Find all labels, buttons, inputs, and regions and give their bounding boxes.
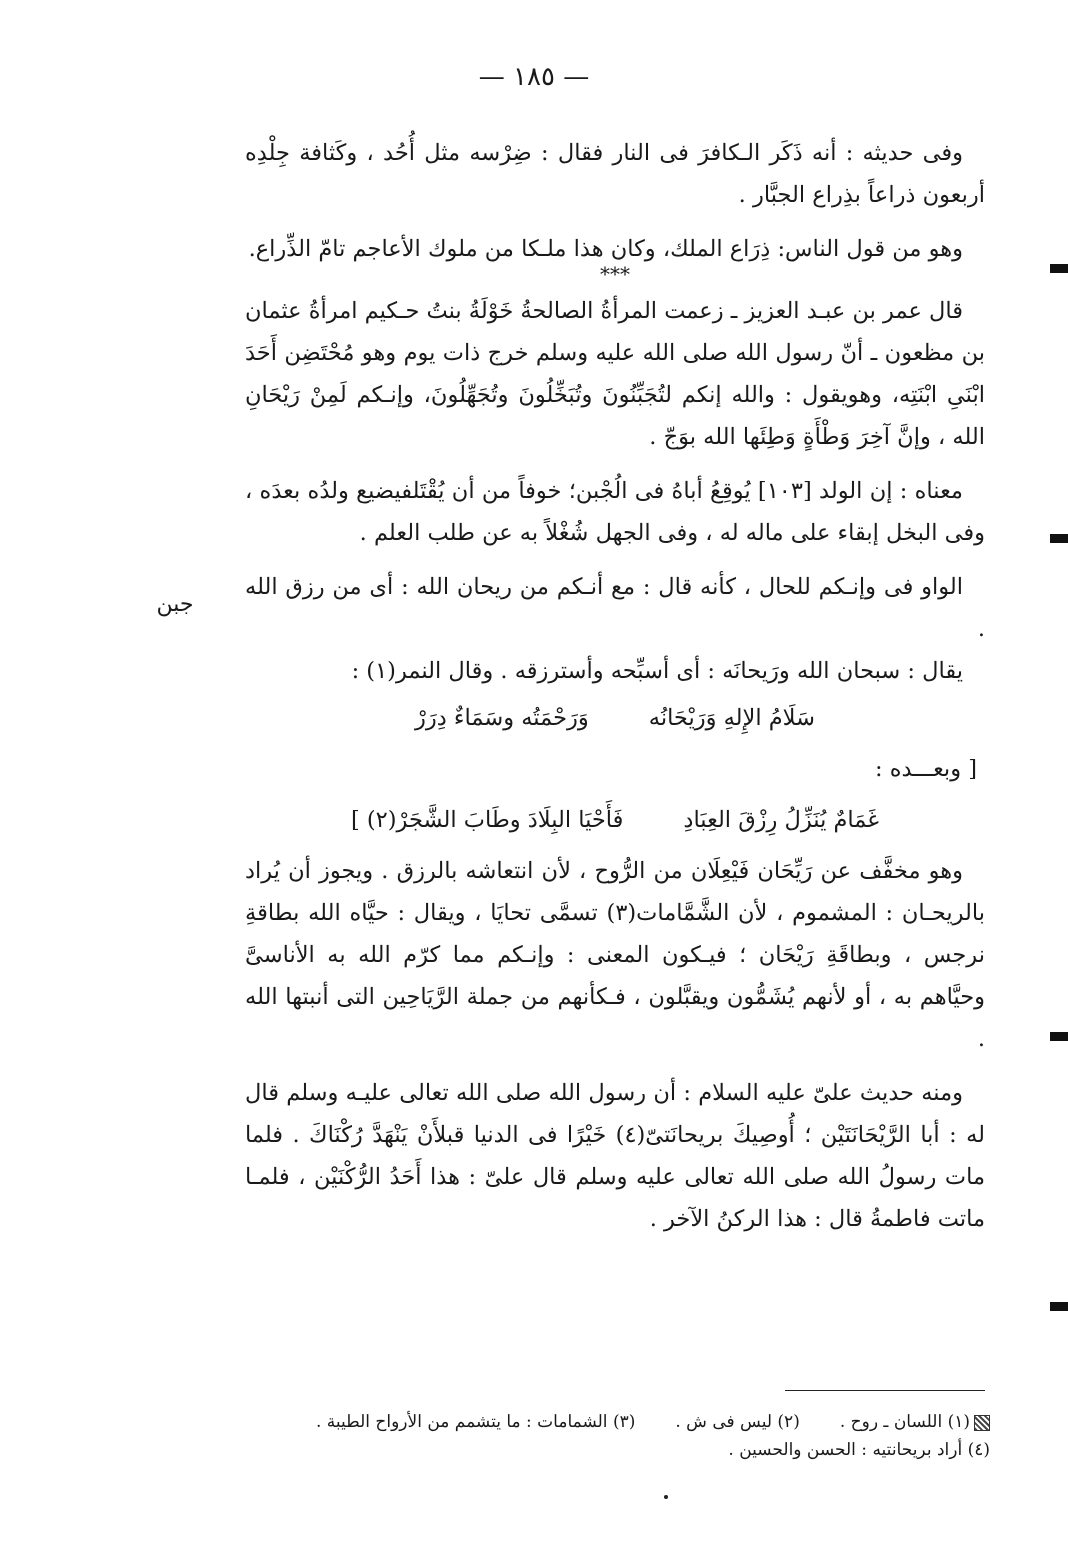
- footnote-1-text: (١) اللسان ـ روح .: [839, 1412, 970, 1432]
- footnote-3: (٣) الشمامات : ما يتشمم من الأرواح الطيبة .: [315, 1412, 636, 1432]
- verse-1-first-hemistich: سَلَامُ الإِلهِ وَرَيْحَانُه: [648, 705, 815, 731]
- verse-line-2: [245, 798, 985, 842]
- verse-2-first-hemistich: غَمَامٌ يُنَزِّلُ رِزْقَ العِبَادِ: [683, 807, 880, 833]
- paragraph-yuqal: يقال : سبحان الله ورَيحانَه : أى أسبِّحه وأسترزقه . وقال النمر(١) :: [351, 658, 963, 684]
- paragraph-umar: قال عمر بن عبـد العزيز ـ زعمت المرأةُ الصالحةُ خَوْلَةُ بنتُ حـكيم امرأةُ عثمان بن مظعون ـ أنّ رسول الله صلى الله عليه وسلم خرج ذات يوم وهو مُحْتَضِن أَحَدَ ابْنَىِ ابْنَتِه، وهويقول : والله إنكم لتُجَبِّنُونَ وتُبَخِّلُونَ وتُجَهِّلُونَ، وإنـكم لَمِنْ رَيْحَانِ الله ، وإنَّ آخِرَ وَطْأَةٍ وَطِئَها الله بوَجّ .: [245, 298, 985, 450]
- page-number: — ١٨٥ —: [478, 62, 590, 92]
- verse-1-second-hemistich: وَرَحْمَتُه وسَمَاءٌ دِرَرْ: [415, 705, 589, 731]
- verse-line-1: [245, 696, 985, 740]
- verse-2-second-hemistich: فَأَحْيَا البِلَادَ وطَابَ الشَّجَرْ(٢) ]: [350, 807, 624, 833]
- footnote-rule: [785, 1390, 985, 1391]
- bottom-dot: [664, 1495, 668, 1499]
- footnotes: [245, 1408, 990, 1464]
- footnote-marker-icon: [974, 1415, 990, 1431]
- paragraph-waw: الواو فى وإنـكم للحال ، كأنه قال : مع أنـكم من ريحان الله : أى من رزق الله .: [245, 574, 985, 642]
- paragraph-rayhan: وهو مخفَّف عن رَيِّحَان فَيْعِلَان من الرُّوح ، لأن انتعاشه بالرزق . ويجوز أن يُراد بالريحـان : المشموم ، لأن الشَّمَّامات(٣) تسمَّى تحايَا ، ويقال : حيَّاه الله بطاقةِ نرجس ، وبطاقَةِ رَيْحَان ؛ فيـكون المعنى : وإنـكم مما كرّم الله به الأناسىَّ وحيَّاهم به ، أو لأنهم يُشَمُّون ويقبَّلون ، فـكأنهم من جملة الرَّيَاحِين التى أنبتها الله .: [245, 858, 986, 1052]
- paragraph-hadith: وفى حديثه : أنه ذَكَر الـكافرَ فى النار فقال : ضِرْسه مثل أُحُد ، وكَثافة جِلْدِه أربعون ذراعاً بذِراع الجبَّار .: [245, 140, 985, 208]
- main-text: [245, 132, 985, 1252]
- paragraph-explanation: وهو من قول الناس: ذِرَاع الملك، وكان هذا ملـكا من ملوك الأعاجم تامّ الذِّراع.: [248, 236, 963, 262]
- edge-tab-mark: [1050, 1302, 1068, 1311]
- footnote-row-1: [245, 1408, 990, 1436]
- paragraph-meaning: معناه : إن الولد [١٠٣] يُوقِعُ أباهُ فى الُجْبن؛ خوفاً من أن يُقْتَلفيضيع ولدُه بعدَه ، وفى البخل إبقاء على ماله له ، وفى الجهل شُغْلاً به عن طلب العلم .: [245, 478, 985, 546]
- footnote-1: [840, 1408, 990, 1436]
- footnote-4: (٤) أراد بريحانتيه : الحسن والحسين .: [728, 1440, 990, 1460]
- verse-intro-label: [ وبعـــده :: [874, 756, 977, 782]
- section-separator: ***: [600, 262, 630, 286]
- footnote-2: (٢) ليس فى ش .: [675, 1412, 800, 1432]
- edge-tab-mark: [1050, 264, 1068, 273]
- footnote-row-2: [245, 1436, 990, 1464]
- edge-tab-mark: [1050, 1032, 1068, 1041]
- edge-tab-mark: [1050, 534, 1068, 543]
- paragraph-ali: ومنه حديث علىّ عليه السلام : أن رسول الله صلى الله تعالى عليـه وسلم قال له : أبا الرَّيْحَانَتَيْن ؛ أُوصِيكَ بريحانَتىّ(٤) خَيْرًا فى الدنيا قبلأَنْ يَنْهَدَّ رُكْنَاكَ . فلما مات رسولُ الله صلى الله تعالى عليه وسلم قال علىّ : هذا أَحَدُ الرُّكْنَيْن ، فلمـا ماتت فاطمةُ قال : هذا الركنُ الآخر .: [245, 1080, 985, 1232]
- margin-keyword: جبن: [156, 592, 194, 617]
